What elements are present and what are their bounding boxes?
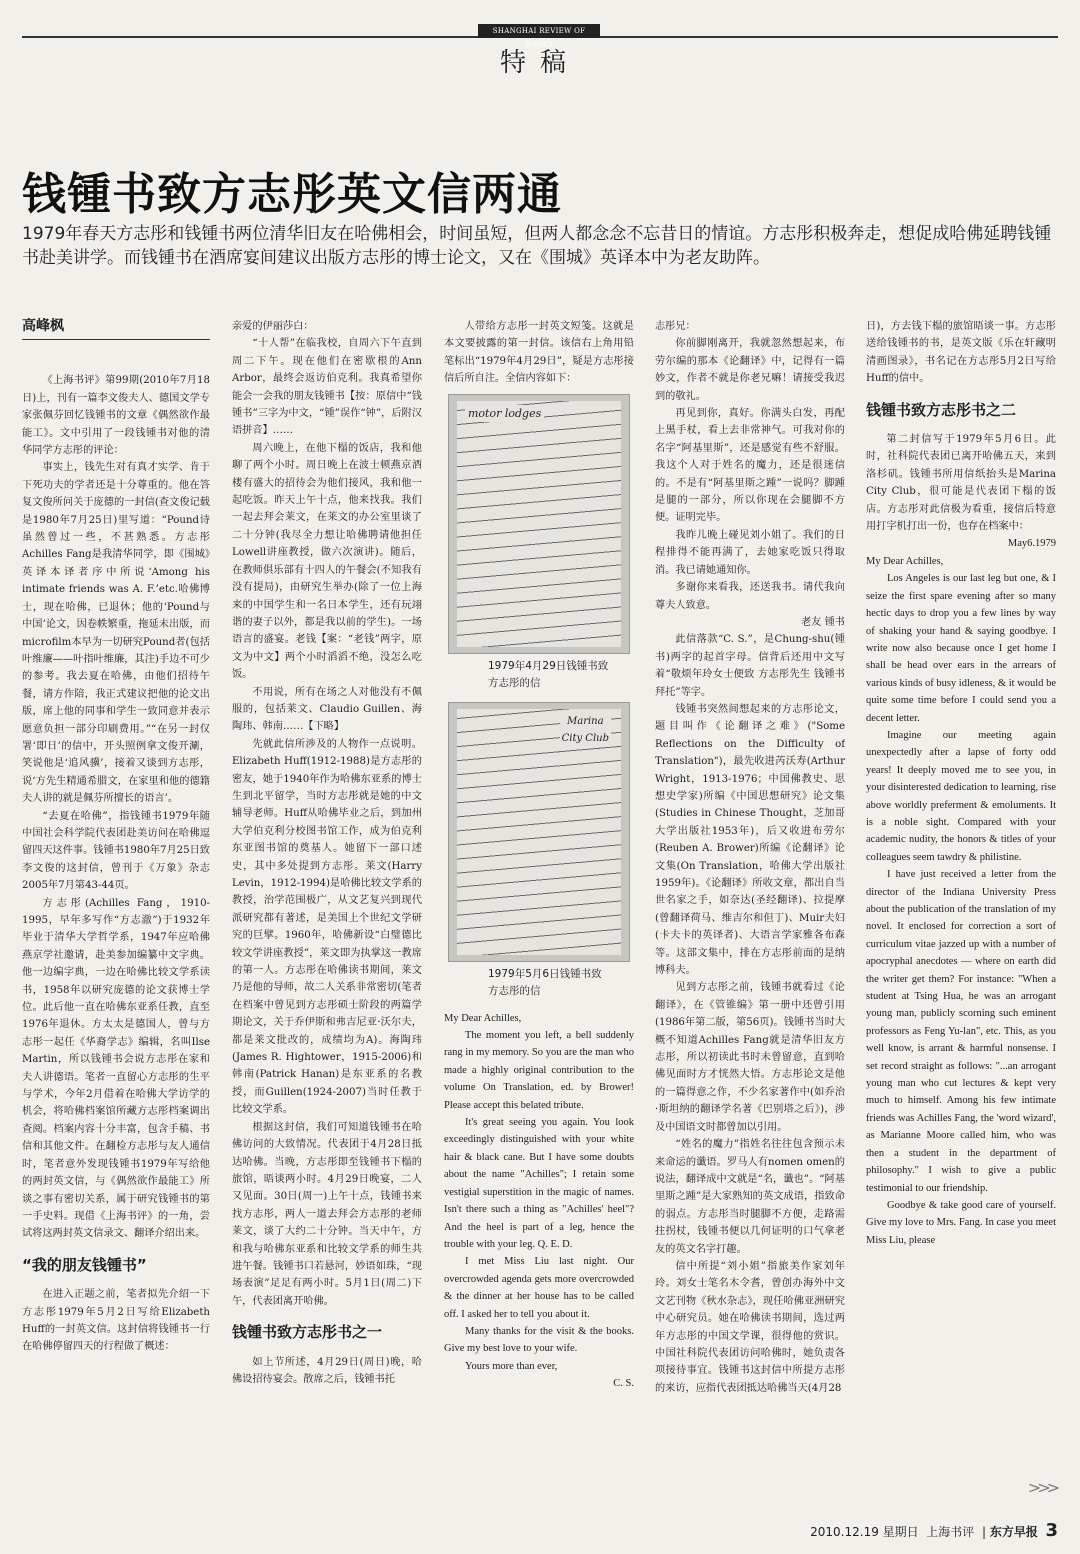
letter-salutation: My Dear Achilles,: [866, 555, 944, 567]
paragraph: 我昨儿晚上碰见刘小姐了。我们的日程排得不能再满了，去她家吃饭只得取消。我已请她通知你。: [655, 529, 845, 576]
section-subhead: “我的朋友钱锺书”: [22, 1255, 147, 1274]
paragraph: 如上节所述，4月29日(周日)晚，哈佛设招待宴会。散席之后，钱锺书托: [232, 1356, 422, 1385]
section-subhead: 钱锺书致方志彤书之二: [866, 400, 1017, 419]
paragraph: 钱锺书突然间想起来的方志彤论文，题目叫作《论翻译之难》("Some Reflections on the Difficulty of Translation")，最先收进芮沃寿(Arthur Wright，1913-1976；中国佛教史、思想史学家)所编《中国思想研究》论文集(Studies in Chinese Thought，芝加哥大学出版社1953年)，后又收进布劳尔(Reuben A. Brower)所编《论翻译》论文集(On Translation，哈佛大学出版社1959年)。《论翻译》所收文章，都出自当世名家之手，如奈达(圣经翻译)、拉提摩(曾翻译荷马、维吉尔和但丁)、Muir夫妇(卡夫卡的英译者)、大语言学家雅各布森等。这部文集中，排在方志彤前面的是纳博科夫。: [655, 703, 845, 977]
column-4: [655, 318, 845, 1500]
letter-paragraph: I met Miss Liu last night. Our overcrowded agenda gets more overcrowded & the dinner at her house has to be called off. I asked her to tell you about it.: [444, 1256, 634, 1320]
paragraph: 先就此信所涉及的人物作一点说明。Elizabeth Huff(1912-1988)是方志彤的密友，她于1940年作为哈佛东亚系的博士生到北平留学，当时方志彤就是她的中文辅导老师。Huff从哈佛毕业之后，到加州大学伯克利分校图书馆工作，成为伯克利东亚图书馆的奠基人。她留下一部口述史，其中多处提到方志彤。莱文(Harry Levin，1912-1994)是哈佛比较文学系的教授，治学范围极广，从文艺复兴到现代派研究都有著述，是美国上个世纪文学研究的巨擘。1960年，哈佛新设“白璧德比较文学讲座教授”，莱文即为执掌这一教席的第一人。方志彤在哈佛读书期间，莱文乃是他的导师，故二人关系非常密切(笔者在档案中曾见到方志彤硕士阶段的两篇学期论文，关于乔伊斯和弗吉尼亚·沃尔夫，都是莱文批改的，成绩均为A)。海陶玮(James R. Hightower，1915-2006)和韩南(Patrick Hanan)是东亚系的名教授，而Guillen(1924-2007)当时任教于比较文学系。: [232, 738, 422, 1116]
paragraph: 在进入正题之前，笔者拟先介绍一下方志彤1979年5月2日写给Elizabeth Huff的一封英文信。这封信将钱锺书一行在哈佛停留四天的行程做了概述：: [22, 1289, 210, 1353]
caption-line: 1979年5月6日钱锺书致: [488, 967, 602, 980]
letter-salutation: My Dear Achilles,: [444, 1012, 522, 1024]
paragraph: 第二封信写于1979年5月6日。此时，社科院代表团已离开哈佛五天，来到洛杉矶。钱锺书所用信纸抬头是Marina City Club，很可能是代表团下榻的饭店。方志彤对此信极为看重，接信后特意用打字机打出一份，也存在档案中：: [866, 434, 1056, 533]
letter-paragraph: Los Angeles is our last leg but one, & I seize the first spare evening after so many hectic days to drop you a few lines by way of shaking your hand & saying goodbye. I write now also because once I get home I shall be head over ears in the arrears of various kinds of busy idleness, & it would be quite some time before I could send you a decent letter.: [866, 573, 1056, 724]
section-subhead: 钱锺书致方志彤书之一: [232, 1323, 383, 1342]
paragraph: 你前脚刚离开，我就忽然想起来，布劳尔编的那本《论翻译》中，记得有一篇妙文，作者不就是你老兄嘛！请接受我迟到的敬礼。: [655, 338, 845, 402]
paragraph: 信中所提“刘小姐”指旅美作家刘年玲。刘女士笔名木令耆，曾创办海外中文文艺刊物《秋水杂志》，现任哈佛亚洲研究中心研究员。她在哈佛读书期间，选过两年方志彤的中国文学课，很得他的赏识。中国社科院代表团访问哈佛时，她负责各项接待事宜。钱锺书这封信中所提方志彤的来访，应指代表团抵达哈佛当天(4月28: [655, 1260, 845, 1394]
page-footer: 2010.12.19 星期日 上海书评 | 东方早报 3: [810, 1520, 1058, 1541]
paragraph: “姓名的魔力”指姓名往往包含预示未来命运的谶语。罗马人有nomen omen的说法，翻译成中文就是“名，谶也”。“阿基里斯之踵”是大家熟知的英文成语，指致命的弱点。方志彤当时腿脚不方便，走路需拄拐杖，钱锺书便以几何证明的口气拿老友的英文名字打趣。: [655, 1139, 845, 1255]
letterhead-logo: [560, 713, 611, 748]
letter-date: May6.1979: [1007, 538, 1056, 550]
article-headline: 钱锺书致方志彤英文信两通: [22, 169, 562, 220]
article-lead: 1979年春天方志彤和钱锺书两位清华旧友在哈佛相会，时间虽短，但两人都念念不忘昔日的情谊。方志彤积极奔走，想促成哈佛延聘钱锺书赴美讲学。而钱锺书在酒席宴间建议出版方志彤的博士论文，又在《围城》英译本中为老友助阵。: [22, 224, 1052, 268]
column-2: [232, 318, 422, 1500]
paragraph: 日)，方去钱下榻的旅馆晤谈一事。方志彤送给钱锺书的书，是英文版《乐在轩藏明清画图录》，书名记在方志彤5月2日写给Huff的信中。: [866, 321, 1056, 385]
footer-date: 2010.12.19 星期日: [810, 1525, 919, 1539]
paragraph: 周六晚上，在他下榻的饭店，我和他聊了两个小时。周日晚上在波士顿燕京酒楼有盛大的招待会为他们接风，我和他一起吃饭。昨天上午十点，他来找我。我们一起去拜会莱文，在莱文的办公室里谈了二十分钟(我尽全力想让哈佛聘请他担任Lowell讲座教授，做六次演讲)。随后，在教师俱乐部有十四人的午餐会(不知我有没有提局)，由研究生举办(除了一位上海来的中国学生和一名日本学生，还有玩翊谐的妻子以外，都是我以前的学生)。一场语言的盛宴。老钱【案：“老钱”两字，原文为中文】两个小时滔滔不绝，没怎么吃饭。: [232, 442, 422, 681]
paragraph: 根据这封信，我们可知道钱锺书在哈佛访问的大致情况。代表团于4月28日抵达哈佛。当晚，方志彤即至钱锺书下榻的旅馆，晤谈两小时。4月29日晚宴，二人又见面。30日(周一)上午十点，钱锺书来找方志彤，两人一道去拜会方志彤的老师莱文，谈了大约二十分钟。当天中午，方和我与哈佛东亚系和比较文学系的师生共进午餐。钱锺书口若悬河，妙语如珠，“现场表演”足足有两小时。5月1日(周二)下午，代表团离开哈佛。: [232, 1121, 422, 1307]
paragraph: 《上海书评》第99期(2010年7月18日)上，刊有一篇李文俊夫人、德国文学专家张佩芬回忆钱锺书的文章《偶然欲作最能工》。文中引用了一段钱锺书对他的清华同学方志彤的评论：: [22, 375, 210, 457]
letter-signature: 老友 锺书: [801, 616, 845, 628]
letter-paragraph: Many thanks for the visit & the books. Give my best love to your wife.: [444, 1325, 634, 1355]
paragraph: 亲爱的伊丽莎白：: [232, 321, 314, 332]
column-5: [866, 318, 1056, 1500]
footer-paper-2: 东方早报: [989, 1525, 1038, 1539]
page-number: 3: [1045, 1520, 1058, 1541]
letter-paragraph: I have just received a letter from the director of the Indiana University Press about the publication of the translation of my novel. It enclosed for correction a sort of curriculum vitae jazzed up with a number of apocryphal anecdotes — where on earth did the writer get them? For instance: "When a student at Tsing Hua, he was an arrogant young man, publicly scorning such eminent professors as Feng Yu-lan", etc. This, as you well know, is arrant & harmful nonsense. I set record straight as follows: "...an arrogant young man who cut lectures & kept very much to himself. Among his few intimate friends was Achilles Fang, the 'word wizard', as Marianne Moore called him, who was then a student in the department of philosophy." I wish to give a public testimonial to our friendship.: [866, 869, 1056, 1194]
masthead-label: SHANGHAI REVIEW OF BOOKS: [478, 24, 600, 38]
caption-line: 方志彤的信: [488, 676, 541, 689]
continue-arrows: >>>: [1027, 1478, 1056, 1497]
letter-paragraph: Imagine our meeting again unexpectedly after a lapse of forty odd years! It deeply moved me to see you, in your disinterested dedication to learning, rise above worldly preferment & emoluments. It is a noble sight. Compared with your academic nudity, the honors & titles of your colleagues seem tawdry & philistine.: [866, 729, 1056, 863]
paragraph: 人带给方志彤一封英文短笺。这就是本文要披露的第一封信。该信右上角用铅笔标出“1979年4月29日”，疑是方志彤接信后所自注。全信内容如下：: [444, 321, 634, 385]
letter-paragraph: Goodbye & take good care of yourself. Give my love to Mrs. Fang. In case you meet Miss Liu, please: [866, 1199, 1056, 1246]
letterhead-logo: motor lodges: [465, 405, 544, 422]
column-3: [444, 318, 634, 1500]
caption-line: 方志彤的信: [488, 984, 541, 997]
letter-photo-1: [448, 394, 630, 654]
paragraph: “去夏在哈佛”，指钱锺书1979年随中国社会科学院代表团赴美访问在哈佛逗留四天这件事。钱锺书1980年7月25日致李文俊的这封信，曾刊于《万象》杂志2005年7月第43-44页。: [22, 810, 210, 892]
paragraph: 事实上，钱先生对有真才实学、肯于下死功夫的学者还是十分尊重的。他在答复文俊所问关于庞德的一封信(查文俊记载是1980年7月25日)里写道：“Pound诗虽然曾过一些，不甚熟悉。方志彤 Achilles Fang是我清华同学，即《围城》英译本译者序中所说‘Among his intimate friends was A. F.’etc.哈佛博士，现在哈佛，已退休；他的‘Pound与中国’论文，因卷帙繁重，拖延未出版，而microfilm本早为一切研究Pound者(包括叶维廉——叶指叶维廉，其注)手边不可少的参考。我去夏在哈佛，由他们招待午餐，请方作陪，我正式建议把他的论文出版，席上他的同事和学生一致同意并表示愿意负担一部分印刷费用。”“在另一封仅署‘即日’的信中，开头照例拿文俊开涮，笑说他是‘追风骥’，接着又谈到方志彤，说‘方先生精通希腊文，在家里和他的德籍夫人讲的就是佩芬所擅长的语言’。: [22, 462, 210, 805]
letter-signature: C. S.: [613, 1378, 634, 1390]
paragraph: 多谢你来看我，还送我书。请代我向尊夫人致意。: [655, 582, 845, 611]
paragraph: 见到方志彤之前，钱锺书就看过《论翻译》，在《管锥编》第一册中还曾引用(1986年第二版，第56页)。钱锺书当时大概不知道Achilles Fang就是清华旧友方志彤，所以初读此书时未曾留意，直到哈佛见面时方才恍然大悟。方志彤论文是他的一篇得意之作，不少名家著作中(如乔治·斯坦纳的翻译学名著《巴别塔之后》)，涉及中国语文时都曾加以引用。: [655, 982, 845, 1133]
section-tag: 特稿: [499, 48, 580, 78]
letter-paragraph: The moment you left, a bell suddenly rang in my memory. So you are the man who made a highly original contribution to the volume On Translation, ed. by Brower! Please accept this belated tribute.: [444, 1030, 634, 1111]
column-1: [22, 318, 210, 1500]
letter-paragraph: It's great seeing you again. You look exceedingly distinguished with your white hair & black cane. But I have some doubts about the name "Achilles"; I retain some vestigial superstition in the magic of names. Isn't there such a thing as "Achilles' heel"? And the heel is part of a leg, hence the trouble with your leg. Q. E. D.: [444, 1117, 634, 1250]
photo-caption: [488, 966, 634, 1000]
footer-paper: 上海书评: [926, 1525, 975, 1539]
caption-line: 1979年4月29日钱锺书致: [488, 659, 609, 672]
paragraph: 方志彤(Achilles Fang，1910-1995，早年多写作“方志澈”)于1932年毕业于清华大学哲学系，1947年应哈佛燕京学社邀请，赴美参加编纂中文字典。他一边编字典，一边在哈佛比较文学系读书，1958年以研究庞德的论文获博士学位。此后他一直在哈佛东亚系任教，直至1976年退休。方太太是德国人，曾与方志彤一起任《华裔学志》编辑，名叫Ilse Martin，所以钱锺书会说方志彤在家和夫人讲德语。笔者一直留心方志彤的生平与学术，今年2月借着在哈佛大学访学的机会，将哈佛档案馆所藏方志彤档案调出查阅。档案内容十分丰富，包含手稿、书信和其他文件。在翻检方志彤与友人通信时，笔者意外发现钱锺书1979年写给他的两封英文信，与《偶然欲作最能工》所谈之事有密切关系，属于研究钱锺书的第一手史料。现借《上海书评》的一角，尝试将这两封英文信录文、翻译介绍出来。: [22, 897, 210, 1240]
paragraph: “十人帮”在临我校，自周六下午直到周二下午。现在他们在密歇根的Ann Arbor，最终会返访伯克利。我真希望你能会一会我的朋友钱锺书【按：原信中“钱锺书”三字为中文，“锺”误作“钟”，后附汉语拼音】……: [232, 338, 422, 437]
letter-closing: Yours more than ever,: [465, 1360, 558, 1372]
photo-caption: [488, 658, 634, 692]
paragraph: 再见到你，真好。你满头白发，再配上黑手杖，看上去非常神气。可我对你的名字“阿基里斯”，还是感觉有些不舒服。我这个人对于姓名的魔力，还是很迷信的。不是有“阿基里斯之踵”一说吗？脚踵是腿的一部分，所以你现在会腿脚不方便。证明完毕。: [655, 408, 845, 524]
logo-line: City Club: [561, 733, 609, 745]
paragraph: 志彤兄：: [655, 321, 696, 332]
letter-photo-2: [448, 702, 630, 962]
author-byline: 高峰枫: [22, 318, 210, 340]
paragraph: 不用说，所有在场之人对他没有不佩服的，包括莱文、Claudio Guillen、海陶玮、韩南……【下略】: [232, 686, 422, 733]
paragraph: 此信落款“C. S.”，是Chung-shu(锺书)两字的起首字母。信背后还用中文写着“敬烦年玲女士便致 方志彤先生 钱锺书拜托”等字。: [655, 634, 845, 698]
handwritten-sheet: [457, 401, 621, 647]
logo-line: Marina: [567, 715, 604, 727]
